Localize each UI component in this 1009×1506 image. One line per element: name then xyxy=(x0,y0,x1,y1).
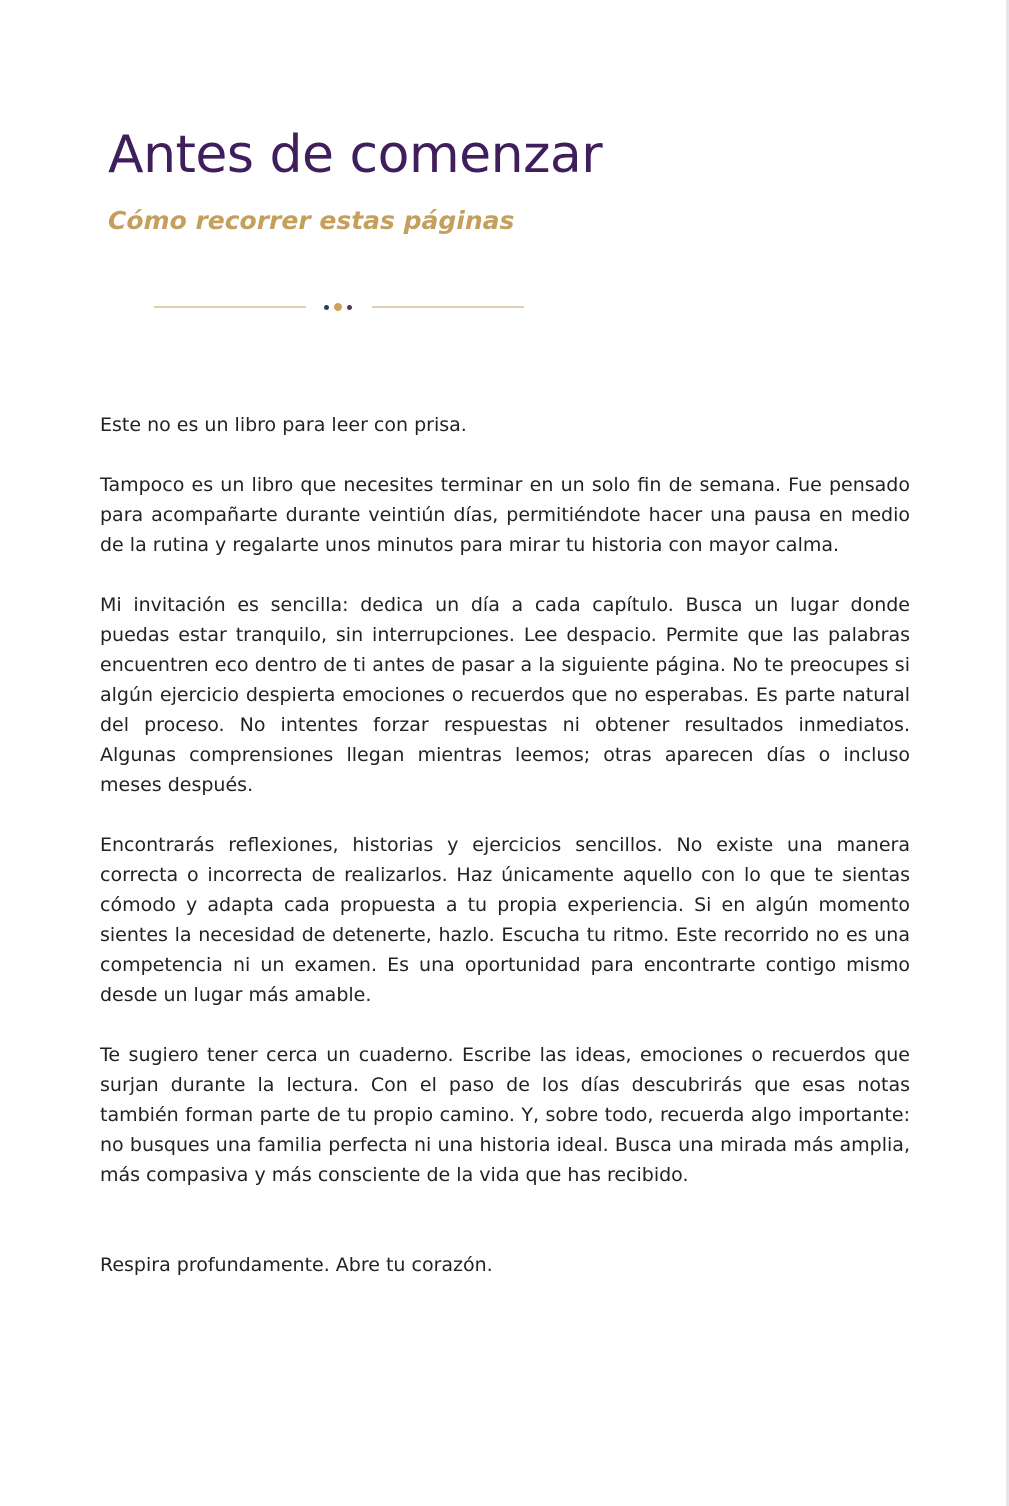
paragraph: Tampoco es un libro que necesites terminar en un solo fin de semana. Fue pensado para acompañarte durante veintiún días, permitiéndote hacer una pausa en medio de la rutina y regalarte unos minutos para mirar tu historia con mayor calma. xyxy=(100,474,910,556)
ornament-dot-icon xyxy=(334,303,342,311)
paragraph: Mi invitación es sencilla: dedica un día a cada capítulo. Busca un lugar donde puedas estar tranquilo, sin interrupciones. Lee despacio. Permite que las palabras encuentren eco dentro de ti antes de pasar a la siguiente página. No te preocupes si algún ejercicio despierta emociones o recuerdos que no esperabas. Es parte natural del proceso. No intentes forzar respuestas ni obtener resultados inmediatos. Algunas comprensiones llegan mientras leemos; otras aparecen días o incluso meses después. xyxy=(100,594,910,796)
ornament-line-left xyxy=(154,306,306,308)
chapter-title: Antes de comenzar xyxy=(108,125,603,185)
ornament-dot-icon xyxy=(324,305,329,310)
paragraph: Encontrarás reflexiones, historias y ejercicios sencillos. No existe una manera correcta o incorrecta de realizarlos. Haz únicamente aquello con lo que te sientas cómodo y adapta cada propuesta a tu propia experiencia. Si en algún momento sientes la necesidad de detenerte, hazlo. Escucha tu ritmo. Este recorrido no es una competencia ni un examen. Es una oportunidad para encontrarte contigo mismo desde un lugar más amable. xyxy=(100,834,910,1006)
paragraph: Este no es un libro para leer con prisa. xyxy=(100,414,467,436)
closing-line: Respira profundamente. Abre tu corazón. xyxy=(100,1254,493,1276)
paragraph: Te sugiero tener cerca un cuaderno. Escribe las ideas, emociones o recuerdos que surjan durante la lectura. Con el paso de los días descubrirás que esas notas también forman parte de tu propio camino. Y, sobre todo, recuerda algo importante: no busques una familia perfecta ni una historia ideal. Busca una mirada más amplia, más compasiva y más consciente de la vida que has recibido. xyxy=(100,1044,910,1186)
ornament-line-right xyxy=(372,306,524,308)
ornament-dot-icon xyxy=(347,305,352,310)
ornament-divider xyxy=(150,296,528,318)
body-text xyxy=(100,410,910,1310)
chapter-subtitle: Cómo recorrer estas páginas xyxy=(108,206,515,235)
